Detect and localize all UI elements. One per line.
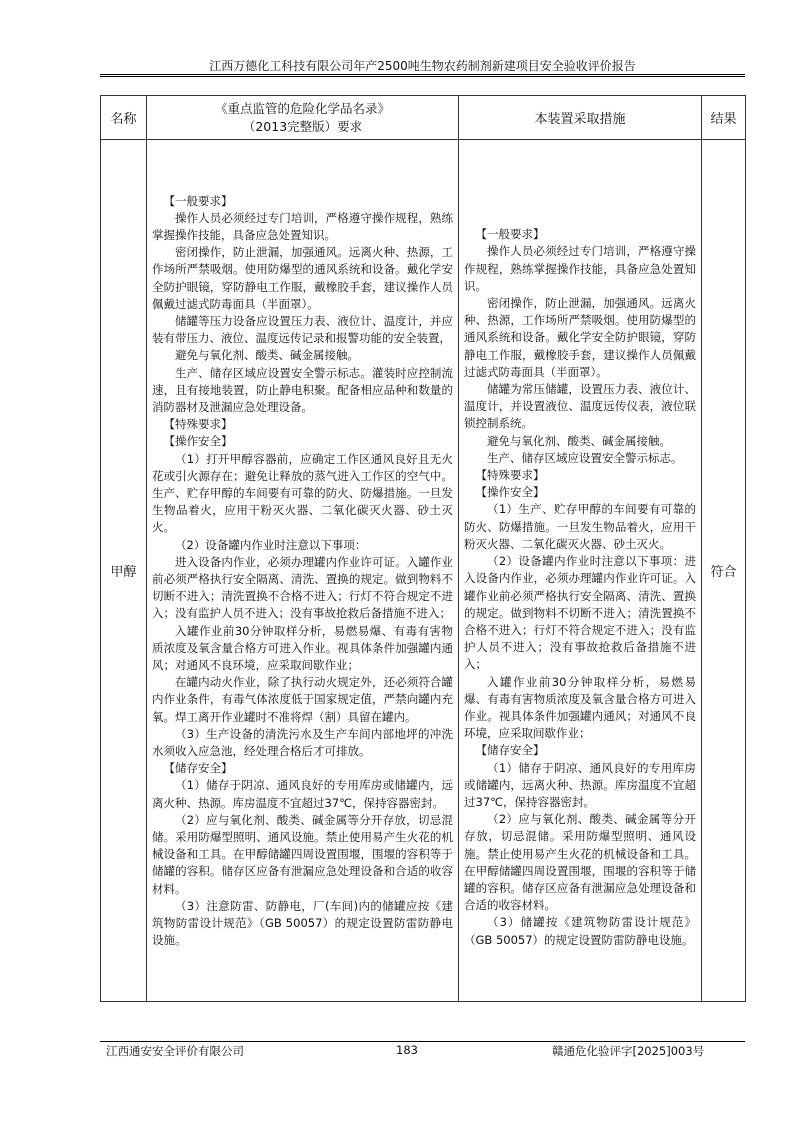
requirement-paragraph: （1）储存于阴凉、通风良好的专用库房或储罐内，远离火种、热源。库房温度不宜超过37℃，保持容器密封。 [152, 778, 453, 810]
measure-paragraph: （2）设备罐内作业时注意以下事项：进入设备内作业，必须办理罐内作业许可证。入罐作业前必须严格执行安全隔离、清洗、置换的规定。做到物料不切断不进入；清洗置换不合格不进入；行灯不符合规定不进入；没有监护人员不进入；没有事故抢救后备措施不进入； [464, 554, 696, 672]
header-requirement-line1: 《重点监管的危险化学品名录》 [214, 100, 390, 116]
footer-company: 江西通安安全评价有限公司 [106, 1044, 244, 1058]
footer-rule [100, 1041, 745, 1042]
chemical-name: 甲醇 [101, 140, 147, 1002]
requirement-paragraph: 进入设备内作业，必须办理罐内作业许可证。入罐作业前必须严格执行安全隔离、清洗、置换的规定。做到物料不切断不进入；清洗置换不合格不进入；行灯不符合规定不进入；没有监护人员不进入；没有事故抢救后备措施不进入； [152, 554, 453, 621]
measure-paragraph: （1）储存于阴凉、通风良好的专用库房或储罐内，远离火种、热源。库房温度不宜超过37℃，保持容器密封。 [464, 760, 696, 809]
footer-page-number: 183 [396, 1043, 418, 1057]
measure-paragraph: 【操作安全】 [475, 485, 545, 500]
requirements-table [100, 95, 746, 1002]
header-rule [100, 74, 745, 75]
table-header-row [101, 96, 746, 140]
table-row [101, 140, 746, 1002]
footer-doc-number: 赣通危化验评字[2025]003号 [552, 1044, 705, 1058]
measure-paragraph: 【储存安全】 [475, 743, 545, 758]
measure-paragraph: 入罐作业前30分钟取样分析，易燃易爆、有毒有害物质浓度及氧含量合格方可进入作业。视具体条件加强罐内通风；对通风不良环境，应采取间歇作业； [464, 674, 696, 741]
header-requirement [147, 96, 459, 140]
measure-paragraph: 【一般要求】 [475, 227, 545, 242]
header-result: 结果 [702, 96, 746, 140]
measure-paragraph: 生产、储存区域应设置安全警示标志。 [487, 450, 683, 465]
measure-paragraph: 操作人员必须经过专门培训，严格遵守操作规程，熟练掌握操作技能，具备应急处置知识。 [464, 244, 696, 293]
header-measures: 本装置采取措施 [459, 96, 702, 140]
requirement-text [147, 192, 458, 950]
requirement-paragraph: 【操作安全】 [163, 434, 233, 449]
requirement-paragraph: 避免与氧化剂、酸类、碱金属接触。 [175, 348, 359, 363]
measures-text [459, 192, 701, 949]
measure-paragraph: 储罐为常压储罐，设置压力表、液位计、温度计，并设置液位、温度远传仪表，液位联锁控制系统。 [464, 382, 696, 431]
requirement-paragraph: （2）设备罐内作业时注意以下事项： [175, 537, 367, 552]
header-requirement-line2: （2013完整版）要求 [242, 118, 363, 134]
measure-paragraph: 避免与氧化剂、酸类、碱金属接触。 [487, 433, 671, 448]
measure-paragraph: （2）应与氧化剂、酸类、碱金属等分开存放，切忌混储。采用防爆型照明、通风设施。禁止使用易产生火花的机械设备和工具。在甲醇储罐四周设置围堰，围堰的容积等于储罐的容积。储存区应备有泄漏应急处理设备和合适的收容材料。 [464, 812, 696, 913]
requirement-paragraph: 操作人员必须经过专门培训，严格遵守操作规程，熟练掌握操作技能，具备应急处置知识。 [152, 210, 453, 242]
requirement-paragraph: 密闭操作，防止泄漏，加强通风。远离火种、热源，工作场所严禁吸烟。使用防爆型的通风系统和设备。戴化学安全防护眼镜，穿防静电工作服，戴橡胶手套，建议操作人员佩戴过滤式防毒面具（半面罩）。 [152, 245, 453, 311]
requirement-paragraph: 生产、储存区域应设置安全警示标志。灌装时应控制流速，且有接地装置，防止静电积聚。配备相应品种和数量的消防器材及泄漏应急处理设备。 [152, 365, 453, 414]
requirement-paragraph: （3）注意防雷、防静电，厂(车间)内的储罐应按《建筑物防雷设计规范》（GB 50057）的规定设置防雷防静电设施。 [152, 898, 453, 948]
result-cell: 符合 [702, 140, 746, 1002]
requirement-paragraph: 【储存安全】 [163, 761, 233, 776]
requirement-paragraph: （2）应与氧化剂、酸类、碱金属等分开存放，切忌混储。采用防爆型照明、通风设施。禁止使用易产生火花的机械设备和工具。在甲醇储罐四周设置围堰，围堰的容积等于储罐的容积。储存区应备有泄漏应急处理设备和合适的收容材料。 [152, 812, 453, 896]
page-header-title: 江西万德化工科技有限公司年产2500吨生物农药制剂新建项目安全验收评价报告 [209, 59, 636, 73]
requirement-paragraph: 在罐内动火作业，除了执行动火规定外，还必须符合罐内作业条件，有毒气体浓度低于国家规定值，严禁向罐内充氧。焊工离开作业罐时不准将焊（割）具留在罐内。 [152, 675, 453, 724]
requirement-paragraph: 入罐作业前30分钟取样分析，易燃易爆、有毒有害物质浓度及氧含量合格方可进入作业。视具体条件加强罐内通风；对通风不良环境，应采取间歇作业； [152, 623, 453, 673]
requirement-paragraph: 【特殊要求】 [163, 417, 233, 432]
header-name: 名称 [101, 96, 147, 140]
measure-paragraph: 密闭操作，防止泄漏，加强通风。远离火种、热源，工作场所严禁吸烟。使用防爆型的通风系统和设备。戴化学安全防护眼镜，穿防静电工作服，戴橡胶手套，建议操作人员佩戴过滤式防毒面具（半面罩）。 [464, 296, 696, 379]
requirement-paragraph: （3）生产设备的清洗污水及生产车间内部地坪的冲洗水须收入应急池，经处理合格后才可排放。 [152, 726, 453, 759]
requirement-paragraph: 【一般要求】 [163, 193, 233, 208]
requirement-paragraph: 储罐等压力设备应设置压力表、液位计、温度计，并应装有带压力、液位、温度远传记录和报警功能的安全装置， [152, 313, 453, 346]
header-rule-double [100, 76, 745, 77]
requirement-paragraph: （1）打开甲醇容器前，应确定工作区通风良好且无火花或引火源存在；避免让释放的蒸气进入工作区的空气中。生产、贮存甲醇的车间要有可靠的防火、防爆措施。一旦发生物品着火，应用干粉灭火器、二氧化碳灭火器、砂土灭火。 [152, 451, 453, 535]
measure-paragraph: （3）储罐按《建筑物防雷设计规范》（GB 50057）的规定设置防雷防静电设施。 [464, 915, 696, 947]
measure-paragraph: （1）生产、贮存甲醇的车间要有可靠的防火、防爆措施。一旦发生物品着火，应用干粉灭火器、二氧化碳灭火器、砂土灭火。 [464, 502, 696, 551]
measure-paragraph: 【特殊要求】 [475, 468, 545, 483]
requirement-cell [147, 140, 459, 1002]
measures-cell [459, 140, 702, 1002]
